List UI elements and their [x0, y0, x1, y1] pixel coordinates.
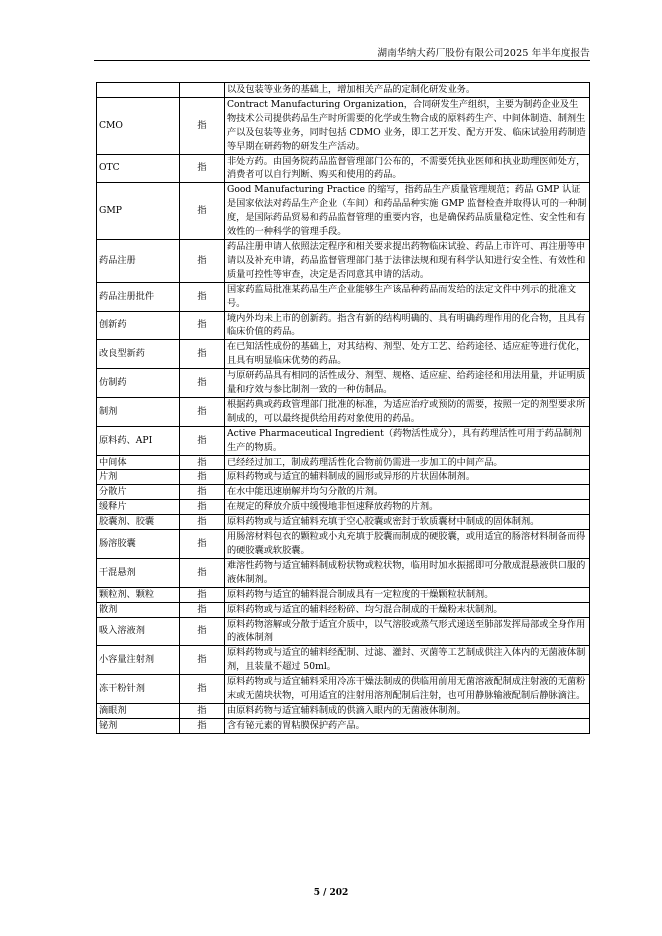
zhi-cell: 指	[180, 340, 225, 369]
definition-cell: 由原料药物与适宜辅料制成的供滴入眼内的无菌液体制剂。	[225, 703, 590, 718]
zhi-cell: 指	[180, 154, 225, 183]
definition-cell: 根据药典或药政管理部门批准的标准，为适应治疗或预防的需要，按照一定的剂型要求所制成的，可以最终提供给用药对象使用的药品。	[225, 397, 590, 426]
zhi-cell: 指	[180, 530, 225, 559]
table-row	[97, 97, 590, 154]
zhi-cell: 指	[180, 426, 225, 455]
definition-cell: 难溶性药物与适宜辅料制成粉状物或粒状物，临用时加水振摇即可分散成混悬液供口服的液体制剂。	[225, 558, 590, 587]
definition-cell: Active Pharmaceutical Ingredient（药物活性成分），具有药理活性可用于药品制剂生产的物质。	[225, 426, 590, 455]
table-row	[97, 530, 590, 559]
definition-cell: 已经经过加工，制成药理活性化合物前仍需进一步加工的中间产品。	[225, 455, 590, 470]
term-cell: 原料药、API	[97, 426, 180, 455]
zhi-cell: 指	[180, 369, 225, 398]
definition-cell: 以及包装等业务的基础上，增加相关产品的定制化研发业务。	[225, 83, 590, 98]
definition-cell: 原料药物或与适宜辅料充填于空心胶囊或密封于软质囊材中制成的固体制剂。	[225, 515, 590, 530]
zhi-cell: 指	[180, 485, 225, 500]
zhi-cell: 指	[180, 183, 225, 240]
definition-cell: 国家药监局批准某药品生产企业能够生产该品种药品而发给的法定文件中列示的批准文号。	[225, 282, 590, 311]
zhi-cell: 指	[180, 602, 225, 617]
table-row	[97, 183, 590, 240]
definition-cell: 在水中能迅速崩解并均匀分散的片剂。	[225, 485, 590, 500]
table-row	[97, 718, 590, 733]
zhi-cell: 指	[180, 515, 225, 530]
term-cell: 肠溶胶囊	[97, 530, 180, 559]
page-number: 5 / 202	[313, 888, 349, 898]
report-header-title: 湖南华纳大药厂股份有限公司2025 年半年度报告	[377, 48, 590, 59]
zhi-cell: 指	[180, 397, 225, 426]
zhi-cell: 指	[180, 455, 225, 470]
term-cell: 颗粒剂、颗粒	[97, 587, 180, 602]
table-row	[97, 426, 590, 455]
table-row	[97, 340, 590, 369]
definition-cell: 原料药物或与适宜的辅料制成的圆形或异形的片状固体制剂。	[225, 470, 590, 485]
zhi-cell: 指	[180, 675, 225, 704]
zhi-cell: 指	[180, 311, 225, 340]
definition-cell: 原料药物与适宜的辅料混合制成具有一定粒度的干燥颗粒状制剂。	[225, 587, 590, 602]
table-row	[97, 558, 590, 587]
table-row	[97, 239, 590, 282]
definition-cell: 原料药物或与适宜的辅料经配制、过滤、灌封、灭菌等工艺制成供注入体内的无菌液体制剂，且装量不超过 50ml。	[225, 646, 590, 675]
definition-cell: 与原研药品具有相同的活性成分、剂型、规格、适应症、给药途径和用法用量，并证明质量和疗效与参比制剂一致的一种仿制品。	[225, 369, 590, 398]
table-row	[97, 500, 590, 515]
term-cell: GMP	[97, 183, 180, 240]
zhi-cell: 指	[180, 587, 225, 602]
table-row	[97, 646, 590, 675]
table-row	[97, 282, 590, 311]
term-cell: 创新药	[97, 311, 180, 340]
definition-cell: Good Manufacturing Practice 的缩写，指药品生产质量管理规范；药品 GMP 认证是国家依法对药品生产企业（车间）和药品品种实施 GMP 监督检查并取得认可的一种制度，是国际药品贸易和药品监督管理的重要内容，也是确保药品质量稳定性、安全性和有效性的一种科学的管理手段。	[225, 183, 590, 240]
term-cell: OTC	[97, 154, 180, 183]
table-row	[97, 455, 590, 470]
definition-cell: 在已知活性成份的基础上，对其结构、剂型、处方工艺、给药途径、适应症等进行优化，且具有明显临床优势的药品。	[225, 340, 590, 369]
term-cell	[97, 83, 180, 98]
term-cell: 仿制药	[97, 369, 180, 398]
definition-cell: 原料药物或与适宜的辅料经粉碎、均匀混合制成的干燥粉末状制剂。	[225, 602, 590, 617]
table-row	[97, 470, 590, 485]
term-cell: 分散片	[97, 485, 180, 500]
table-row	[97, 311, 590, 340]
term-cell: 药品注册	[97, 239, 180, 282]
term-cell: 滴眼剂	[97, 703, 180, 718]
term-cell: CMO	[97, 97, 180, 154]
zhi-cell: 指	[180, 558, 225, 587]
term-cell: 药品注册批件	[97, 282, 180, 311]
zhi-cell: 指	[180, 703, 225, 718]
table-row	[97, 397, 590, 426]
term-cell: 冻干粉针剂	[97, 675, 180, 704]
table-row	[97, 154, 590, 183]
table-row	[97, 617, 590, 646]
definition-cell: 原料药物或与适宜辅料采用冷冻干燥法制成的供临用前用无菌溶液配制成注射液的无菌粉末或无菌块状物，可用适宜的注射用溶剂配制后注射，也可用静脉输液配制后静脉滴注。	[225, 675, 590, 704]
zhi-cell: 指	[180, 282, 225, 311]
definition-cell: 境内外均未上市的创新药。指含有新的结构明确的、具有明确药理作用的化合物，且具有临床价值的药品。	[225, 311, 590, 340]
term-cell: 小容量注射剂	[97, 646, 180, 675]
zhi-cell: 指	[180, 470, 225, 485]
zhi-cell: 指	[180, 500, 225, 515]
table-row	[97, 515, 590, 530]
term-cell: 散剂	[97, 602, 180, 617]
definition-cell: 药品注册申请人依照法定程序和相关要求提出药物临床试验、药品上市许可、再注册等申请以及补充申请，药品监督管理部门基于法律法规和现有科学认知进行安全性、有效性和质量可控性等审查，决定是否同意其申请的活动。	[225, 239, 590, 282]
header-divider	[94, 60, 590, 61]
definition-cell: 用肠溶材料包衣的颗粒或小丸充填于胶囊而制成的硬胶囊，或用适宜的肠溶材料制备而得的硬胶囊或软胶囊。	[225, 530, 590, 559]
term-cell: 干混悬剂	[97, 558, 180, 587]
zhi-cell	[180, 83, 225, 98]
definition-cell: 含有铋元素的胃粘膜保护药产品。	[225, 718, 590, 733]
term-cell: 缓释片	[97, 500, 180, 515]
term-cell: 吸入溶液剂	[97, 617, 180, 646]
table-row	[97, 602, 590, 617]
definition-cell: Contract Manufacturing Organization，合同研发生产组织，主要为制药企业及生物技术公司提供药品生产时所需要的化学或生物合成的原料药生产、中间体制造、制剂生产以及包装等业务，同时包括 CDMO 业务，即工艺开发、配方开发、临床试验用药制造等早期在研药物的研发生产活动。	[225, 97, 590, 154]
table-row	[97, 675, 590, 704]
definition-cell: 原料药物溶解或分散于适宜介质中，以气溶胶或蒸气形式递送至肺部发挥局部或全身作用的液体制剂	[225, 617, 590, 646]
term-cell: 制剂	[97, 397, 180, 426]
zhi-cell: 指	[180, 718, 225, 733]
zhi-cell: 指	[180, 239, 225, 282]
term-cell: 片剂	[97, 470, 180, 485]
zhi-cell: 指	[180, 617, 225, 646]
definition-cell: 非处方药。由国务院药品监督管理部门公布的，不需要凭执业医师和执业助理医师处方，消费者可以自行判断、购买和使用的药品。	[225, 154, 590, 183]
term-cell: 铋剂	[97, 718, 180, 733]
table-row	[97, 485, 590, 500]
zhi-cell: 指	[180, 97, 225, 154]
table-row	[97, 703, 590, 718]
table-row	[97, 369, 590, 398]
term-cell: 改良型新药	[97, 340, 180, 369]
table-row	[97, 587, 590, 602]
zhi-cell: 指	[180, 646, 225, 675]
definition-cell: 在规定的释放介质中缓慢地非恒速释放药物的片剂。	[225, 500, 590, 515]
definitions-table	[96, 82, 590, 734]
definitions-table-body	[97, 83, 590, 734]
term-cell: 中间体	[97, 455, 180, 470]
table-row	[97, 83, 590, 98]
term-cell: 胶囊剂、胶囊	[97, 515, 180, 530]
